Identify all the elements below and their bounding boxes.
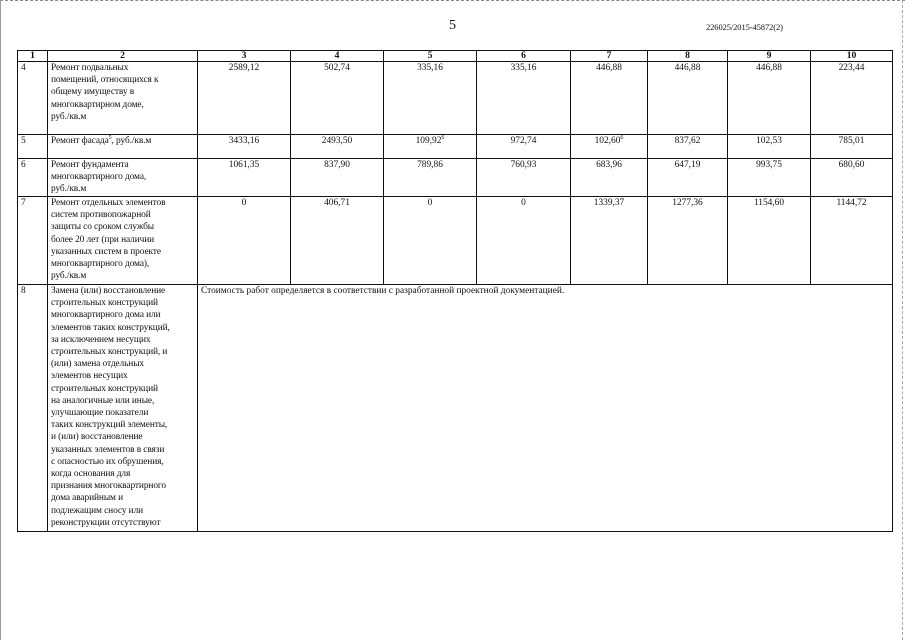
description-line: указанных элементов в связи xyxy=(51,444,165,455)
cell-value: 683,96 xyxy=(571,159,648,197)
description-line: строительных конструкций, и xyxy=(51,347,168,358)
page-right-edge xyxy=(902,0,904,640)
description-line: систем противопожарной xyxy=(51,210,151,221)
description-line: когда основания для xyxy=(51,469,131,480)
row-number: 4 xyxy=(18,62,48,135)
description-line: защиты со сроком службы xyxy=(51,222,154,233)
description-line: руб./кв.м xyxy=(51,111,87,122)
description-line: указанных систем в проекте xyxy=(51,246,161,257)
cell-value: 1061,35 xyxy=(198,159,291,197)
cell-value: 680,60 xyxy=(811,159,893,197)
description-line: реконструкции отсутствуют xyxy=(51,517,161,528)
table-row xyxy=(18,285,893,532)
description-line: руб./кв.м xyxy=(51,184,87,195)
description-line: за исключением несущих xyxy=(51,334,151,345)
cell-value: 446,88 xyxy=(728,62,811,135)
cell-value: 760,93 xyxy=(477,159,571,197)
cell-value: 647,19 xyxy=(648,159,728,197)
description-line: таких конструкций элементы, xyxy=(51,420,168,431)
description-text: Ремонт фасада xyxy=(51,136,109,146)
row-description xyxy=(48,62,198,135)
cell-value: 109,92$^6$ xyxy=(384,135,477,159)
footnote-mark: 5 xyxy=(108,134,112,141)
cost-table xyxy=(17,50,893,532)
column-header: 10 xyxy=(811,51,893,62)
description-line: улучшающие показатели xyxy=(51,408,149,419)
description-line: многоквартирного дома), xyxy=(51,259,150,270)
cell-value: 502,74 xyxy=(291,62,384,135)
row-number: 6 xyxy=(18,159,48,197)
footnote-mark: 6 xyxy=(620,134,624,141)
description-line: на аналогичные или иные, xyxy=(51,395,155,406)
row-number: 8 xyxy=(18,285,48,532)
footnote-mark: 6 xyxy=(441,134,445,141)
cell-value: 1277,36 xyxy=(648,197,728,285)
row-description xyxy=(48,197,198,285)
column-header: 4 xyxy=(291,51,384,62)
table-header-row xyxy=(18,51,893,62)
description-line: помещений, относящихся к xyxy=(51,75,159,86)
cell-value: 3433,16 xyxy=(198,135,291,159)
cell-value: 102,60$^6$ xyxy=(571,135,648,159)
description-line: элементов несущих xyxy=(51,371,128,382)
page-number: 5 xyxy=(449,18,456,33)
cell-value: 1339,37 xyxy=(571,197,648,285)
description-line: элементов таких конструкций, xyxy=(51,322,170,333)
cell-value: 972,74 xyxy=(477,135,571,159)
cell-value: 789,86 xyxy=(384,159,477,197)
description-line: Замена (или) восстановление xyxy=(51,286,166,296)
description-line: более 20 лет (при наличии xyxy=(51,234,155,245)
cell-value: 2493,50 xyxy=(291,135,384,159)
cell-value: 446,88 xyxy=(648,62,728,135)
row-description xyxy=(48,159,198,197)
cell-value: 0 xyxy=(384,197,477,285)
description-line: общему имуществу в xyxy=(51,87,135,98)
table-row xyxy=(18,135,893,159)
table-row xyxy=(18,159,893,197)
cell-value: 0 xyxy=(198,197,291,285)
row-description xyxy=(48,135,198,159)
column-header: 5 xyxy=(384,51,477,62)
document-code: 226025/2015-45872(2) xyxy=(706,22,783,32)
page-left-edge xyxy=(0,0,2,640)
column-header: 6 xyxy=(477,51,571,62)
cell-value: 837,62 xyxy=(648,135,728,159)
description-line: многоквартирном доме, xyxy=(51,99,144,110)
description-line: строительных конструкций xyxy=(51,383,158,394)
cell-value: 785,01 xyxy=(811,135,893,159)
description-line: и (или) восстановление xyxy=(51,432,143,443)
cell-value: 1144,72 xyxy=(811,197,893,285)
description-unit: , руб./кв.м xyxy=(111,136,152,146)
column-header: 9 xyxy=(728,51,811,62)
row-description xyxy=(48,285,198,532)
column-header: 2 xyxy=(48,51,198,62)
description-line: Ремонт отдельных элементов xyxy=(51,198,166,208)
table-row xyxy=(18,197,893,285)
cell-value: 335,16 xyxy=(384,62,477,135)
cell-value: 837,90 xyxy=(291,159,384,197)
cell-value: 2589,12 xyxy=(198,62,291,135)
description-line: Ремонт фундамента xyxy=(51,160,129,170)
cell-value: 0 xyxy=(477,197,571,285)
cell-value: 406,71 xyxy=(291,197,384,285)
description-line: дома аварийным и xyxy=(51,493,124,504)
cell-value: 1154,60 xyxy=(728,197,811,285)
page-top-edge xyxy=(0,0,905,2)
column-header: 1 xyxy=(18,51,48,62)
description-line: признания многоквартирного xyxy=(51,481,167,492)
column-header: 7 xyxy=(571,51,648,62)
cell-value: 223,44 xyxy=(811,62,893,135)
merged-note-cell: Стоимость работ определяется в соответствии с разработанной проектной документацией. xyxy=(198,285,893,532)
column-header: 8 xyxy=(648,51,728,62)
description-line: многоквартирного дома или xyxy=(51,310,161,321)
cell-value: 102,53 xyxy=(728,135,811,159)
column-header: 3 xyxy=(198,51,291,62)
cell-value: 446,88 xyxy=(571,62,648,135)
table-row xyxy=(18,62,893,135)
description-line: руб./кв.м xyxy=(51,271,87,282)
description-line: многоквартирного дома, xyxy=(51,172,147,183)
description-line: (или) замена отдельных xyxy=(51,359,145,370)
cell-value: 993,75 xyxy=(728,159,811,197)
row-number: 7 xyxy=(18,197,48,285)
row-number: 5 xyxy=(18,135,48,159)
description-line: строительных конструкций xyxy=(51,298,158,309)
cell-value: 335,16 xyxy=(477,62,571,135)
description-line: Ремонт подвальных xyxy=(51,63,129,73)
description-line: подлежащим сносу или xyxy=(51,505,144,516)
description-line: с опасностью их обрушения, xyxy=(51,456,164,467)
